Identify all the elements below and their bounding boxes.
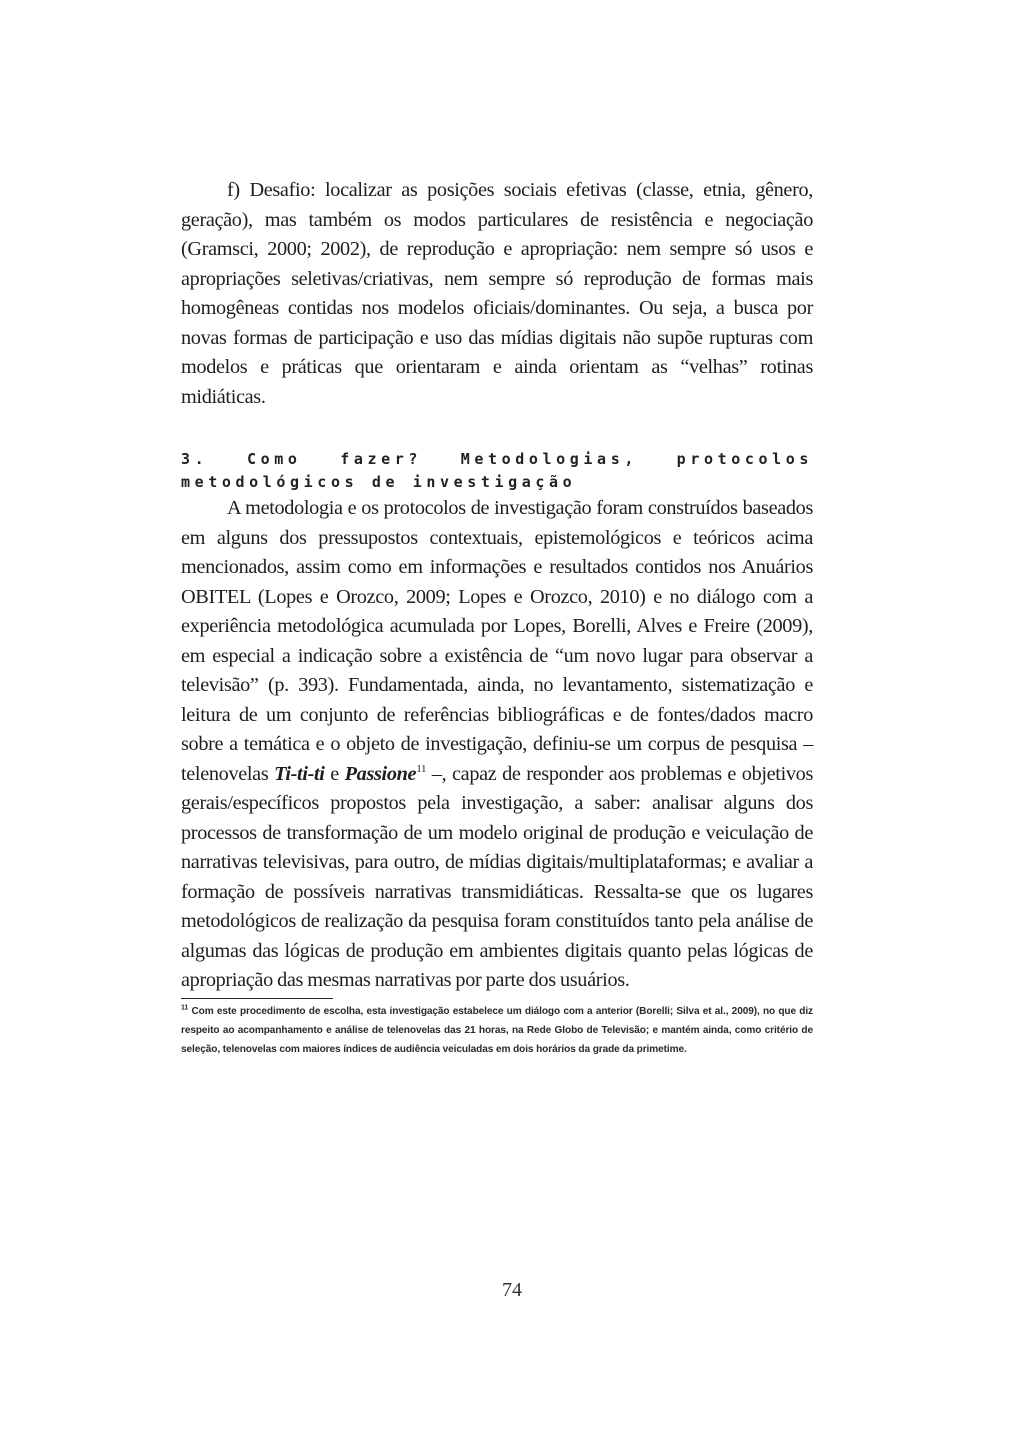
page-body (181, 176, 813, 1059)
section-heading: 3. Como fazer? Metodologias, protocolos metodológicos de investigação (181, 450, 813, 491)
footnote-text: Com este procedimento de escolha, esta investigação estabelece um diálogo com a anterior (Borelli; Silva et al., 2009), no que diz respeito ao acompanhamento e análise de telenovelas das 21 horas, na Rede Globo de Televisão; e mantém ainda, como critério de seleção, telenovelas com maiores índices de audiência veiculadas em dois horários da grade da primetime. (181, 1005, 813, 1055)
methodology-text-end: –, capaz de responder aos problemas e objetivos gerais/específicos propostos pela investigação, a saber: analisar alguns dos processos de transformação de um modelo original de produção e veiculação de narrativas televisivas, para outro, de mídias digitais/multiplataformas; e avaliar a formação de possíveis narrativas transmidiáticas. Ressalta-se que os lugares metodológicos de realização da pesquisa foram constituídos tanto pela análise de algumas das lógicas de produção em ambientes digitais quanto pelas lógicas de apropriação das mesmas narrativas por parte dos usuários. (181, 762, 813, 991)
methodology-text-start: A metodologia e os protocolos de investigação foram construídos baseados em alguns dos pressupostos contextuais, epistemológicos e teóricos acima mencionados, assim como em informações e resultados contidos nos Anuários OBITEL (Lopes e Orozco, 2009; Lopes e Orozco, 2010) e no diálogo com a experiência metodológica acumulada por Lopes, Borelli, Alves e Freire (2009), em especial a indicação sobre a existência de “um novo lugar para observar a televisão” (p. 393). Fundamentada, ainda, no levantamento, sistematização e leitura de um conjunto de referências bibliográficas e de fontes/dados macro sobre a temática e o objeto de investigação, definiu-se um corpus de pesquisa – telenovelas (181, 497, 813, 785)
page-number: 74 (502, 1279, 522, 1301)
footnote-reference[interactable]: 11 (416, 762, 427, 775)
telenovela-title-titi: Ti-ti-ti (274, 762, 325, 785)
paragraph-item-f: f) Desafio: localizar as posições sociais efetivas (classe, etnia, gênero, geração), mas também os modos particulares de resistência e negociação (Gramsci, 2000; 2002), de reprodução e apropriação: nem sempre só usos e apropriações seletivas/criativas, nem sempre só reprodução de formas mais homogêneas contidas nos modelos oficiais/dominantes. Ou seja, a busca por novas formas de participação e uso das mídias digitais não supõe rupturas com modelos e práticas que orientaram e ainda orientam as “velhas” rotinas midiáticas. (181, 179, 813, 408)
telenovela-title-passione: Passione (344, 762, 417, 785)
footnote-marker: 11 (181, 1004, 189, 1012)
footnote (181, 1002, 813, 1059)
title-connector: e (324, 762, 345, 785)
methodology-paragraph (181, 494, 813, 996)
footnote-divider (181, 998, 333, 999)
